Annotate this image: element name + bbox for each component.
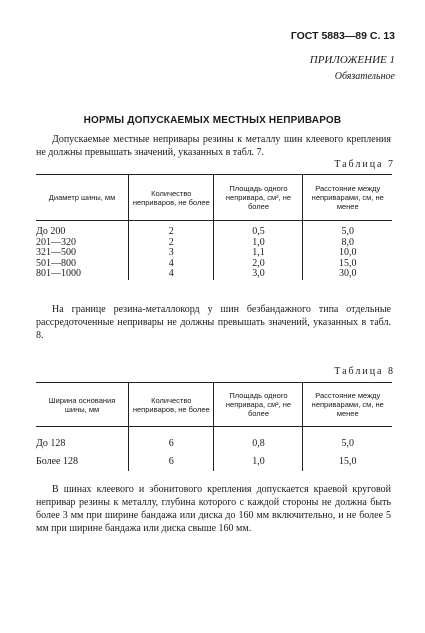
table-row	[36, 248, 392, 259]
appendix-title: ПРИЛОЖЕНИЕ 1	[309, 54, 395, 66]
table-header-row	[36, 383, 392, 427]
table-header-cell: Расстояние между непривaрами, см, не менее	[303, 383, 392, 427]
table-cell: 5,0	[303, 221, 392, 238]
table-8	[36, 382, 392, 471]
table-cell: 15,0	[303, 453, 392, 471]
table-cell: 10,0	[303, 248, 392, 259]
table-header-row	[36, 175, 392, 221]
table-cell: 8,0	[303, 238, 392, 249]
table-header-cell: Диаметр шины, мм	[36, 175, 129, 221]
table7-label: Таблица 7	[334, 159, 395, 170]
table-7	[36, 174, 392, 280]
table-cell: 3,0	[214, 269, 303, 280]
section-title: НОРМЫ ДОПУСКАЕМЫХ МЕСТНЫХ НЕПРИВАРОВ	[83, 115, 342, 126]
table-cell: 1,0	[214, 238, 303, 249]
table-cell: 4	[129, 269, 214, 280]
table-cell: 501—800	[36, 257, 76, 269]
table-header-cell: Площадь одного непривара, см², не более	[214, 383, 303, 427]
table-cell: 321—500	[36, 247, 76, 258]
table-cell: 5,0	[303, 427, 392, 454]
table-row	[36, 269, 392, 280]
table-cell: 0,8	[214, 427, 303, 454]
table-header-cell: Расстояние между непривaрами, см, не менее	[303, 175, 392, 221]
table-cell: Более 128	[36, 456, 78, 467]
table-cell: 3	[129, 248, 214, 259]
standard-code: ГОСТ 5883—89 С. 13	[290, 30, 395, 42]
table-cell: 2,0	[214, 259, 303, 270]
paragraph-3: В шинах клеевого и эбонитового крепления допускается краевой круговой непривар резины к металлу, глубина которого с каждой стороны не должна быть более 3 мм при ширине бандажа или диска до 160 мм включительно, и не более 5 мм при ширине бандажа или диска свыше 160 мм.	[36, 484, 391, 534]
table-cell: 0,5	[214, 221, 303, 238]
table-cell: 201—320	[36, 236, 76, 248]
table-cell: 15,0	[303, 259, 392, 270]
table-header-cell: Площадь одного непривара, см², не более	[214, 175, 303, 221]
table-header-cell: Количество непривaров, не более	[129, 175, 214, 221]
table-cell: 1,0	[214, 453, 303, 471]
table-header-cell: Количество непривaров, не более	[129, 383, 214, 427]
table-cell: До 200	[36, 226, 66, 237]
table-cell: 2	[129, 221, 214, 238]
table-cell: 1,1	[214, 248, 303, 259]
table-row	[36, 453, 392, 471]
table-row	[36, 427, 392, 454]
table-cell: 6	[129, 427, 214, 454]
appendix-status: Обязательное	[334, 71, 395, 82]
table-cell: 801—1000	[36, 268, 81, 279]
table-cell: 30,0	[303, 269, 392, 280]
paragraph-1: Допускаемые местные непривары резины к металлу шин клеевого крепления не должны превышать значений, указанных в табл. 7.	[36, 134, 391, 158]
table-row	[36, 221, 392, 238]
table-cell: 6	[129, 453, 214, 471]
table-cell: 2	[129, 238, 214, 249]
table8-label: Таблица 8	[334, 366, 395, 377]
table-header-cell: Ширина основания шины, мм	[36, 383, 129, 427]
paragraph-2: На границе резина-металлокорд у шин безбандажного типа отдельные рассредоточенные непривары не должны превышать значений, указанных в табл. 8.	[36, 304, 391, 341]
table-cell: 4	[129, 259, 214, 270]
table-cell: До 128	[36, 438, 66, 449]
